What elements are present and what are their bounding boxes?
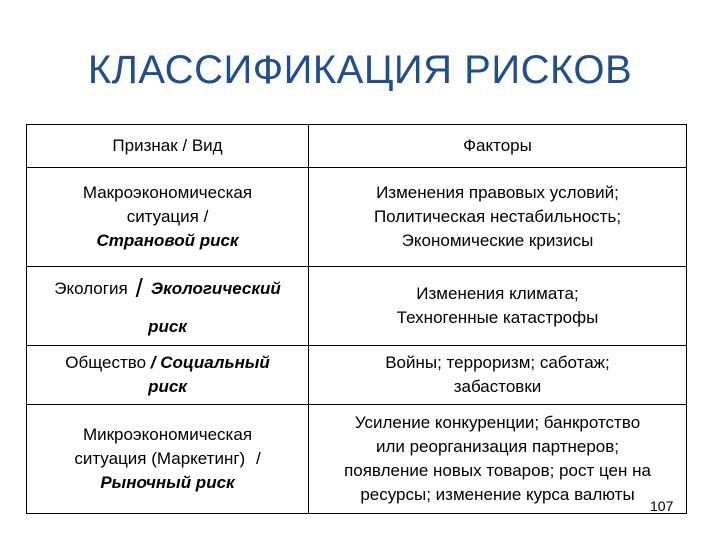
- factor-line: ресурсы; изменение курса валюты: [360, 485, 635, 504]
- sign-kind-cell: [27, 346, 309, 405]
- page-number: 107: [650, 498, 674, 514]
- risk-kind: риск: [148, 377, 187, 396]
- factors-cell: [309, 346, 687, 405]
- factor-line: Изменения климата;: [416, 284, 579, 303]
- slash-separator: /: [255, 449, 261, 468]
- slide-title: КЛАССИФИКАЦИЯ РИСКОВ: [87, 48, 633, 92]
- factors-cell: [309, 267, 687, 346]
- factor-line: Усиление конкуренции; банкротство: [354, 413, 641, 432]
- sign-text: Макроэкономическая: [82, 183, 253, 202]
- factor-line: Политическая нестабильность;: [373, 207, 622, 226]
- sign-kind-cell: [27, 405, 309, 514]
- factors-cell: [309, 405, 687, 514]
- factor-line: Войны; терроризм; саботаж;: [385, 353, 610, 372]
- risk-classification-table: [26, 124, 687, 514]
- factors-cell: [309, 168, 687, 267]
- factor-line: забастовки: [453, 377, 542, 396]
- risk-kind: Рыночный риск: [100, 473, 235, 492]
- risk-kind: риск: [148, 317, 187, 336]
- header-factors: Факторы: [309, 125, 687, 168]
- sign-text: Экология: [54, 279, 128, 298]
- risk-kind: Страновой риск: [96, 231, 239, 250]
- table-row: [27, 267, 687, 346]
- header-sign-kind: Признак / Вид: [27, 125, 309, 168]
- factor-line: или реорганизация партнеров;: [375, 437, 620, 456]
- table-row: [27, 168, 687, 267]
- sign-kind-cell: [27, 168, 309, 267]
- factor-line: Экономические кризисы: [401, 231, 594, 250]
- slash-separator: /: [150, 353, 156, 372]
- factor-line: Техногенные катастрофы: [396, 308, 599, 327]
- sign-text: ситуация (Маркетинг): [74, 449, 246, 468]
- risk-kind: Экологический: [150, 279, 281, 298]
- sign-text: ситуация /: [126, 207, 209, 226]
- slash-separator: /: [135, 273, 143, 303]
- sign-text: Общество: [65, 353, 147, 372]
- table-header-row: [27, 125, 687, 168]
- factor-line: появление новых товаров; рост цен на: [344, 461, 651, 480]
- table-row: [27, 405, 687, 514]
- risk-kind: Социальный: [160, 353, 270, 372]
- table-row: [27, 346, 687, 405]
- sign-kind-cell: [27, 267, 309, 346]
- sign-text: Микроэкономическая: [82, 425, 253, 444]
- factor-line: Изменения правовых условий;: [376, 183, 619, 202]
